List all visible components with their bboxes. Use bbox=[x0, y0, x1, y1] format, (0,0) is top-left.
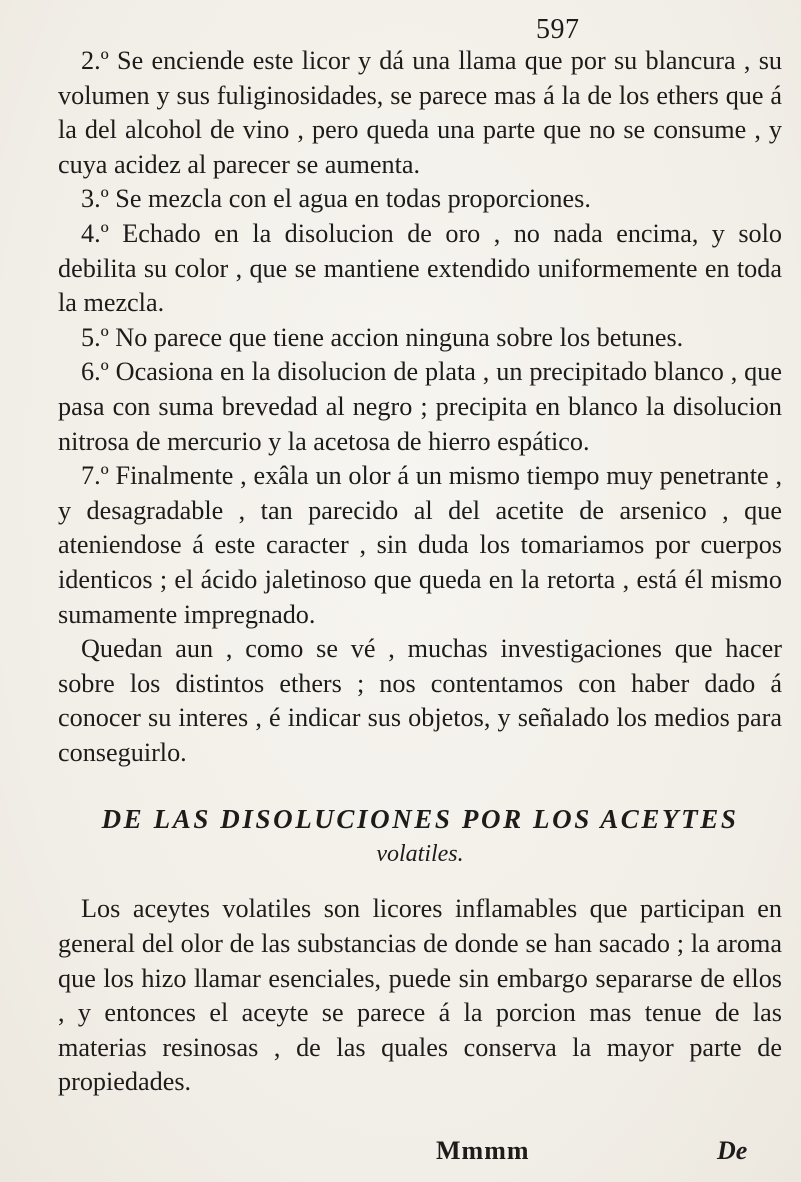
closing-paragraph: Quedan aun , como se vé , muchas investigaciones que hacer sobre los distintos ethers ; nos contentamos con haber dado á conocer su interes , é indicar sus objetos, y señalado los medios para conseguirlo. bbox=[58, 634, 782, 767]
section-paragraph: Los aceytes volatiles son licores inflamables que participan en general del olor de las substancias de donde se han sacado ; la aroma que los hizo llamar esenciales, puede sin embargo separarse de ellos , y entonces el aceyte se parece á la porcion mas tenue de las materias resinosas , de las quales conserva la mayor parte de propiedades. bbox=[58, 894, 782, 1097]
numbered-paragraph-5: 5.º No parece que tiene accion ninguna sobre los betunes. bbox=[81, 322, 684, 352]
page-number: 597 bbox=[536, 14, 580, 45]
signature-mark: Mmmm bbox=[436, 1136, 530, 1165]
section-heading: DE LAS DISOLUCIONES POR LOS ACEYTES bbox=[101, 804, 739, 835]
catchword: De bbox=[717, 1136, 748, 1165]
page-footer bbox=[0, 1136, 801, 1172]
numbered-paragraph-6: 6.º Ocasiona en la disolucion de plata , un precipitado blanco , que pasa con suma brevedad al negro ; precipita en blanco la disolucion nitrosa de mercurio y la acetosa de hierro espático. bbox=[58, 357, 782, 456]
section-subheading: volatiles. bbox=[376, 841, 464, 868]
numbered-paragraph-3: 3.º Se mezcla con el agua en todas proporciones. bbox=[81, 184, 591, 214]
numbered-paragraph-7: 7.º Finalmente , exâla un olor á un mismo tiempo muy penetrante , y desagradable , tan parecido al del acetite de arsenico , que ateniendose á este caracter , sin duda los tomariamos por cuerpos identicos ; el ácido jaletinoso que queda en la retorta , está él mismo sumamente impregnado. bbox=[58, 461, 782, 629]
numbered-paragraph-2: 2.º Se enciende este licor y dá una llama que por su blancura , su volumen y sus fuliginosidades, se parece mas á la de los ethers que á la del alcohol de vino , pero queda una parte que no se consume , y cuya acidez al parecer se aumenta. bbox=[58, 46, 782, 179]
numbered-paragraph-4: 4.º Echado en la disolucion de oro , no nada encima, y solo debilita su color , que se mantiene extendido uniformemente en toda la mezcla. bbox=[58, 218, 782, 318]
page-body bbox=[58, 44, 782, 1100]
